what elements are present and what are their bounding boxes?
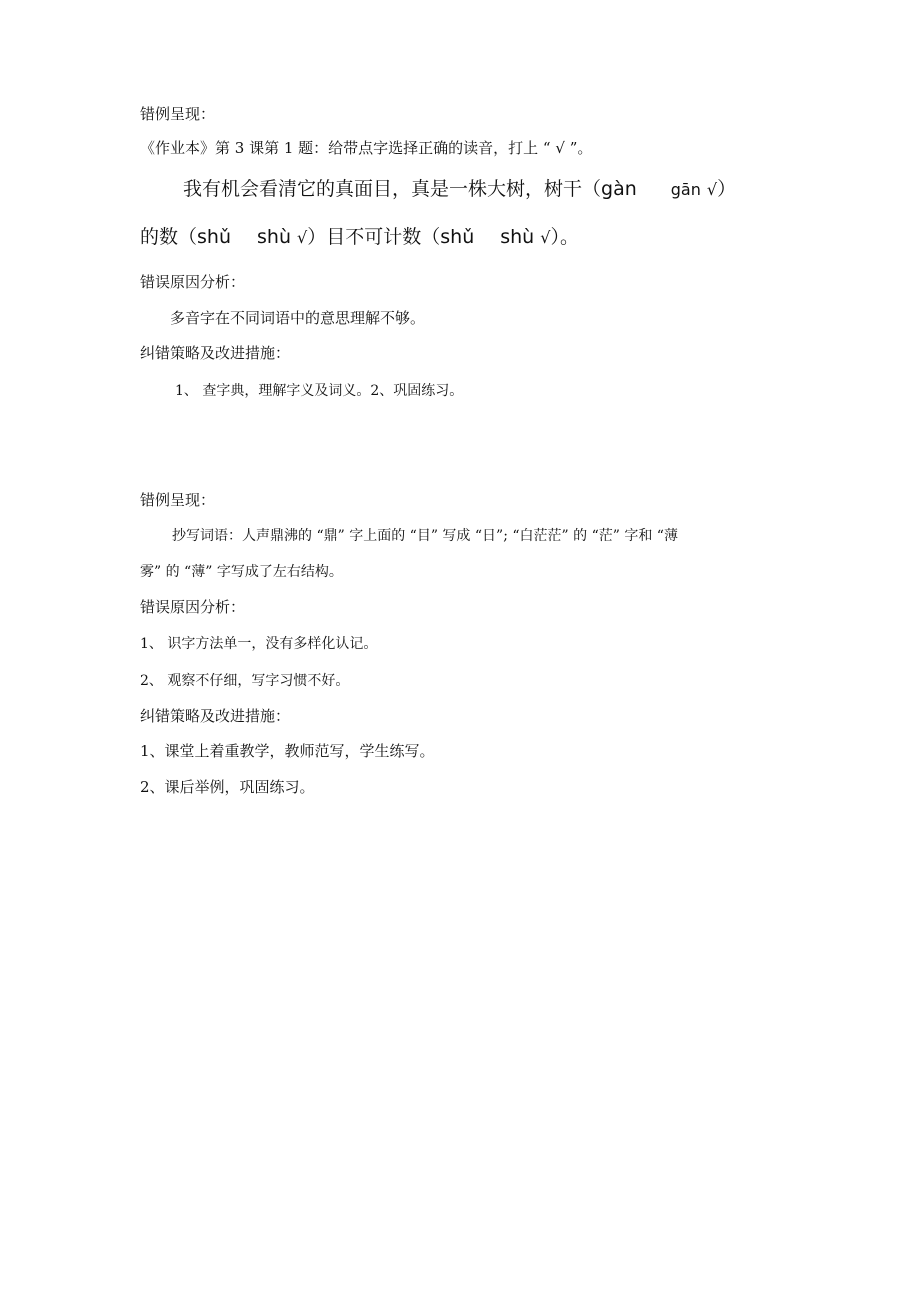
section1-heading-example: 错例呈现： — [140, 105, 216, 123]
close-paren-1: ） — [717, 178, 737, 200]
section2-fix-2: 2、课后举例，巩固练习。 — [140, 778, 315, 796]
section1-sentence-line2 — [140, 224, 579, 251]
section2-reason-1: 1、 识字方法单一，没有多样化认记。 — [140, 636, 378, 652]
check-mark-1: √ — [706, 180, 718, 199]
section2-heading-fix: 纠错策略及改进措施： — [140, 707, 291, 725]
pinyin-shu3-b: shǔ — [440, 226, 475, 248]
pinyin-shu4-a: shù — [257, 226, 291, 248]
sentence-text-part2a: 的数（ — [140, 226, 198, 248]
section1-instruction: 《作业本》第 3 课第 1 题：给带点字选择正确的读音，打上 “ √ ”。 — [140, 139, 593, 157]
check-mark-3: √ — [540, 228, 551, 247]
section1-reason-text: 多音字在不同词语中的意思理解不够。 — [170, 309, 426, 327]
section1-heading-fix: 纠错策略及改进措施： — [140, 344, 291, 362]
section1-heading-reason: 错误原因分析： — [140, 273, 246, 291]
sentence-text-part2b: ）目不可计数（ — [307, 226, 441, 248]
section1-sentence-line1 — [183, 176, 736, 203]
pinyin-shu3-a: shǔ — [197, 226, 231, 248]
section2-heading-example: 错例呈现： — [140, 491, 216, 509]
section2-example-line2: 雾” 的 “薄” 字写成了左右结构。 — [140, 564, 343, 580]
section2-reason-2: 2、 观察不仔细，写字习惯不好。 — [140, 673, 350, 689]
section2-example-line1: 抄写词语：人声鼎沸的 “鼎” 字上面的 “目” 写成 “日”; “白茫茫” 的 “茫” 字和 “薄 — [172, 528, 678, 544]
sentence-text-part1: 我有机会看清它的真面目，真是一株大树，树干（ — [183, 178, 602, 200]
pinyin-gan1: gān — [670, 180, 701, 199]
section2-heading-reason: 错误原因分析： — [140, 598, 246, 616]
section2-fix-1: 1、课堂上着重教学，教师范写，学生练写。 — [140, 742, 435, 760]
check-mark-2: √ — [297, 228, 308, 247]
sentence-text-part2c: ）。 — [550, 226, 579, 248]
pinyin-gan4: gàn — [601, 178, 637, 200]
pinyin-shu4-b: shù — [500, 226, 535, 248]
section1-fix-text: 1、 查字典，理解字义及词义。2、巩固练习。 — [175, 383, 464, 399]
